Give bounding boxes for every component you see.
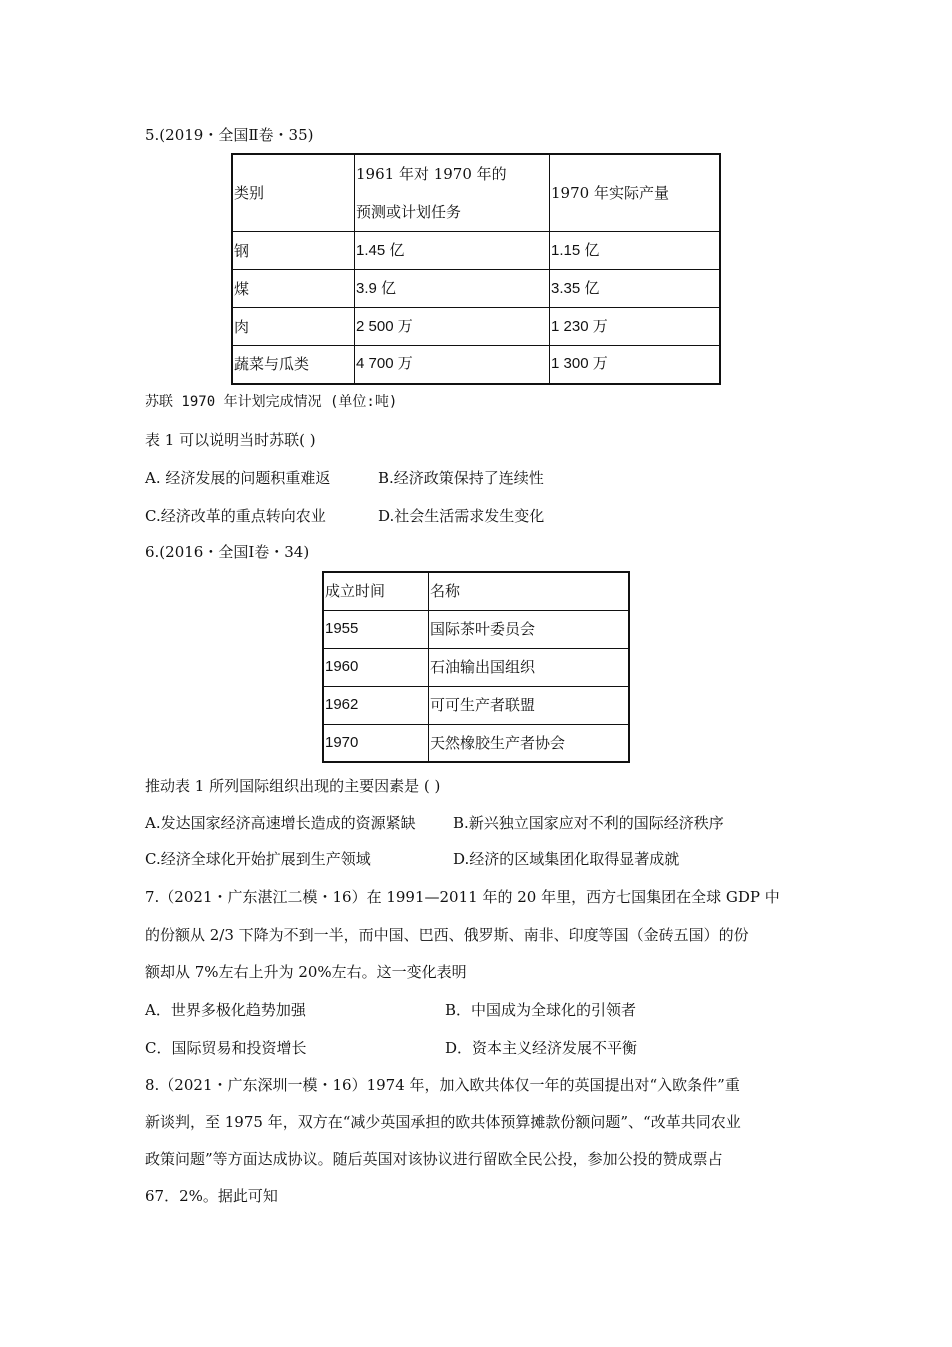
q8-stem-line: 8.（2021・广东深圳一模・16）1974 年，加入欧共体仅一年的英国提出对“入欧条件”重 [145, 1076, 740, 1094]
q7-option-c: C．国际贸易和投资增长 [145, 1039, 307, 1057]
table-header-cell: 1970 年实际产量 [550, 154, 721, 232]
table-cell: 天然橡胶生产者协会 [429, 724, 630, 762]
q5-table [231, 153, 721, 385]
q7-stem-line: 7.（2021・广东湛江二模・16）在 1991—2011 年的 20 年里，西方七国集团在全球 GDP 中 [145, 888, 780, 906]
table-cell: 煤 [232, 270, 355, 308]
q8-stem-line: 67．2%。据此可知 [145, 1187, 278, 1205]
table-cell: 1955 [323, 610, 429, 648]
q8-stem-line: 新谈判，至 1975 年，双方在“减少英国承担的欧共体预算摊款份额问题”、“改革共同农业 [145, 1113, 741, 1131]
q6-header: 6.(2016・全国Ⅰ卷・34) [145, 543, 310, 561]
table-row [232, 232, 720, 270]
table-cell: 3.35 亿 [550, 270, 721, 308]
q7-option-d: D．资本主义经济发展不平衡 [445, 1039, 638, 1057]
q5-option-d: D.社会生活需求发生变化 [378, 507, 545, 525]
table-row [232, 154, 720, 232]
q5-option-b: B.经济政策保持了连续性 [378, 469, 544, 487]
q5-header: 5.(2019・全国Ⅱ卷・35) [145, 126, 314, 144]
q5-table-caption: 苏联 1970 年计划完成情况 (单位:吨) [145, 394, 398, 410]
table-row [323, 686, 629, 724]
table-row [323, 610, 629, 648]
table-row [323, 648, 629, 686]
table-row [323, 724, 629, 762]
q7-option-a: A．世界多极化趋势加强 [145, 1001, 306, 1019]
table-cell: 1970 [323, 724, 429, 762]
table-cell: 1.45 亿 [355, 232, 550, 270]
q6-option-b: B.新兴独立国家应对不利的国际经济秩序 [453, 814, 724, 832]
table-cell: 1 230 万 [550, 308, 721, 346]
q5-option-a: A. 经济发展的问题积重难返 [145, 469, 331, 487]
q7-stem-line: 额却从 7%左右上升为 20%左右。这一变化表明 [145, 963, 467, 981]
q8-stem-line: 政策问题”等方面达成协议。随后英国对该协议进行留欧全民公投，参加公投的赞成票占 [145, 1150, 723, 1168]
q6-option-d: D.经济的区域集团化取得显著成就 [453, 850, 680, 868]
q7-option-b: B．中国成为全球化的引领者 [445, 1001, 637, 1019]
table-row [232, 270, 720, 308]
q6-option-a: A.发达国家经济高速增长造成的资源紧缺 [145, 814, 416, 832]
table-cell: 4 700 万 [355, 346, 550, 384]
table-cell: 钢 [232, 232, 355, 270]
q6-question: 推动表 1 所列国际组织出现的主要因素是 ( ) [145, 777, 441, 795]
table-cell: 肉 [232, 308, 355, 346]
table-row [232, 346, 720, 384]
table-cell: 2 500 万 [355, 308, 550, 346]
table-cell: 蔬菜与瓜类 [232, 346, 355, 384]
table-cell: 石油输出国组织 [429, 648, 630, 686]
table-cell: 3.9 亿 [355, 270, 550, 308]
q7-stem-line: 的份额从 2/3 下降为不到一半，而中国、巴西、俄罗斯、南非、印度等国（金砖五国）的份 [145, 926, 749, 944]
table-cell: 1.15 亿 [550, 232, 721, 270]
table-cell: 国际茶叶委员会 [429, 610, 630, 648]
table-row [323, 572, 629, 610]
table-header-cell: 名称 [429, 572, 630, 610]
q5-option-c: C.经济改革的重点转向农业 [145, 507, 326, 525]
table-header-line: 预测或计划任务 [356, 203, 462, 221]
table-cell: 1960 [323, 648, 429, 686]
table-header-cell [355, 154, 550, 232]
q6-option-c: C.经济全球化开始扩展到生产领域 [145, 850, 371, 868]
table-cell: 可可生产者联盟 [429, 686, 630, 724]
table-row [232, 308, 720, 346]
table-header-line: 1961 年对 1970 年的 [356, 165, 507, 183]
table-header-cell: 成立时间 [323, 572, 429, 610]
q6-table [322, 571, 630, 763]
table-cell: 1962 [323, 686, 429, 724]
table-header-cell: 类别 [232, 154, 355, 232]
q5-question: 表 1 可以说明当时苏联( ) [145, 431, 316, 449]
table-cell: 1 300 万 [550, 346, 721, 384]
